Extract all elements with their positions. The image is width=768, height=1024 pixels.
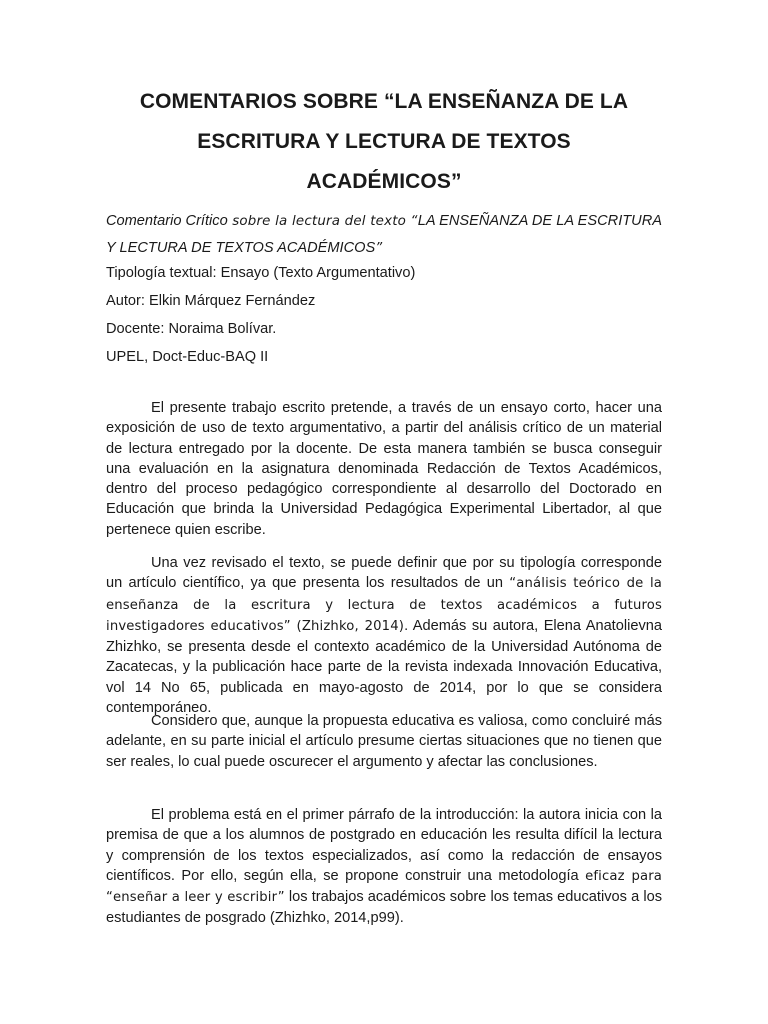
institution: UPEL, Doct-Educ-BAQ II (106, 349, 269, 365)
paragraph-2 (106, 553, 662, 718)
document-title (80, 82, 688, 202)
title-line-3: ACADÉMICOS” (306, 170, 462, 193)
paragraph-4 (106, 805, 662, 929)
paragraph-4-rest: los trabajos académicos sobre los temas educativos a los estudiantes de posgrado (Zhizhko, 2014,p99). (106, 889, 663, 927)
critical-comment-line (106, 208, 662, 262)
comment-source-title: LA ENSEÑANZA DE LA ESCRITURA Y LECTURA DE TEXTOS ACADÉMICOS (106, 213, 662, 256)
paragraph-2-intro: Una vez revisado el texto, se puede definir que por su tipología corresponde un artículo científico, ya que presenta los resultados de un (106, 555, 662, 592)
paragraph-2-rest: . Además su autora, Elena Anatolievna Zhizhko, se presenta desde el contexto académico de la Universidad Autónoma de Zacatecas, y la publicación hace parte de la revista indexada Innovación Educativa, vol 14 No 65, publicada en mayo-agosto de 2014, por lo que se considera contemporáneo. (106, 617, 662, 717)
paragraph-1: El presente trabajo escrito pretende, a través de un ensayo corto, hacer una exposición de uso de texto argumentativo, a partir del análisis crítico de un material de lectura entregado por la docente. De esta manera también se busca conseguir una evaluación en la asignatura denominada Redacción de Textos Académicos, dentro del proceso pedagógico correspondiente al desarrollo del Doctorado en Educación que brinda la Universidad Pedagógica Experimental Libertador, al que pertenece quien escribe. (106, 400, 662, 538)
comment-closing-quote: ” (375, 241, 383, 256)
paragraph-4-quote: eficaz para “enseñar a leer y escribir” (106, 868, 662, 906)
paragraph-2-citation: “análisis teórico de la enseñanza de la escritura y lectura de textos académicos a futuros investigadores educativos” (Zhizhko, 2014) (106, 576, 662, 634)
text-typology: Tipología textual: Ensayo (Texto Argumentativo) (106, 265, 416, 281)
teacher: Docente: Noraima Bolívar. (106, 321, 277, 337)
author: Autor: Elkin Márquez Fernández (106, 293, 316, 309)
paragraph-4-intro: El problema está en el primer párrafo de la introducción: la autora inicia con la premisa de que a los alumnos de postgrado en educación les resulta difícil la lectura y comprensión de los textos especializados, así como la redacción de ensayos científicos. Por ello, según ella, se propone construir una metodología (106, 807, 662, 884)
paragraph-3: Considero que, aunque la propuesta educativa es valiosa, como concluiré más adelante, en su parte inicial el artículo presume ciertas situaciones que no tienen que ser reales, lo cual puede oscurecer el argumento y afectar las conclusiones. (106, 713, 662, 770)
title-line-1: COMENTARIOS SOBRE “LA ENSEÑANZA DE LA (139, 90, 629, 113)
title-line-2: ESCRITURA Y LECTURA DE TEXTOS (197, 130, 571, 153)
comment-type: Comentario Crítico (106, 213, 228, 229)
comment-connector: sobre la lectura del texto “ (227, 214, 418, 229)
